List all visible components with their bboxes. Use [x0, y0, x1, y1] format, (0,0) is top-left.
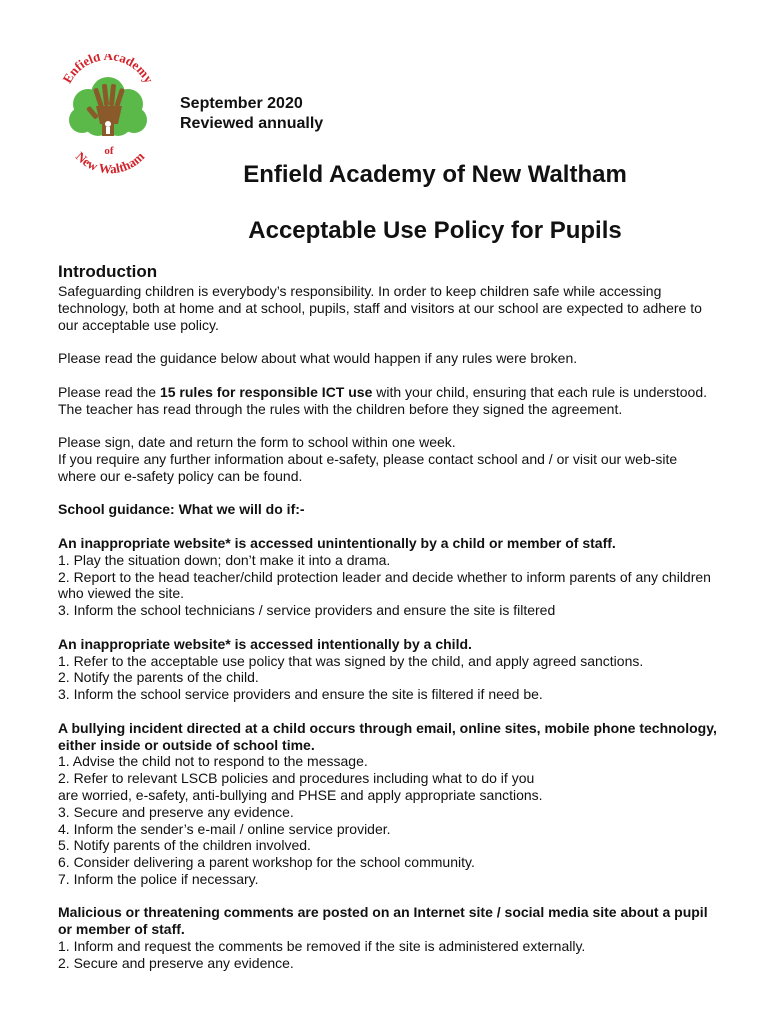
rules-pre: Please read the [58, 383, 160, 400]
step-item: 1. Inform and request the comments be removed if the site is administered externally. [58, 938, 586, 955]
logo-emblem [52, 54, 164, 178]
guidance-section [58, 535, 718, 619]
step-item: 4. Inform the sender’s e-mail / online service provider. [58, 820, 391, 837]
step-item: 1. Refer to the acceptable use policy that was signed by the child, and apply agreed sanctions. [58, 652, 644, 669]
intro-paragraph-1: Safeguarding children is everybody’s responsibility. In order to keep children safe while accessing technology, both at home and at school, pupils, staff and visitors at our school are expected to adhere to our acceptable use policy. [58, 283, 702, 333]
step-item: 2. Notify the parents of the child. [58, 669, 259, 686]
policy-title: Acceptable Use Policy for Pupils [248, 217, 622, 244]
section-heading: A bullying incident directed at a child occurs through email, online sites, mobile phone technology, either inside or outside of school time. [58, 719, 717, 753]
step-item: 1. Advise the child not to respond to the message. [58, 753, 368, 770]
section-heading: An inappropriate website* is accessed intentionally by a child. [58, 635, 472, 652]
guidance-section [58, 720, 718, 888]
step-item: 2. Refer to relevant LSCB policies and procedures including what to do if you [58, 770, 535, 787]
step-item: are worried, e-safety, anti-bullying and PHSE and apply appropriate sanctions. [58, 786, 543, 803]
guidance-heading: School guidance: What we will do if:- [58, 501, 305, 518]
intro-heading: Introduction [58, 262, 158, 281]
logo-of: of [104, 145, 114, 157]
step-item: 3. Inform the school technicians / service providers and ensure the site is filtered [58, 602, 556, 619]
intro-paragraph-4: Please sign, date and return the form to school within one week. [58, 434, 456, 451]
document-body [58, 262, 718, 972]
date-line: September 2020 [180, 95, 303, 112]
step-item: 2. Secure and preserve any evidence. [58, 954, 294, 971]
guidance-section [58, 904, 718, 971]
school-logo [52, 54, 164, 178]
step-item: 1. Play the situation down; don’t make it into a drama. [58, 551, 391, 568]
step-item: 3. Inform the school service providers and ensure the site is filtered if need be. [58, 686, 543, 703]
logo-name-top: Enfield Academy [59, 54, 157, 86]
review-line: Reviewed annually [180, 115, 324, 132]
step-item: 5. Notify parents of the children involved. [58, 837, 311, 854]
section-heading: Malicious or threatening comments are posted on an Internet site / social media site about a pupil or member of staff. [58, 904, 708, 938]
step-item: 6. Consider delivering a parent workshop for the school community. [58, 854, 475, 871]
rules-post: with your child, ensuring that each rule is understood. The teacher has read through the rules with the children before they signed the agreement. [58, 383, 708, 417]
intro-paragraph-3 [58, 384, 718, 418]
rules-count: 15 rules for responsible ICT use [159, 383, 373, 400]
step-item: 7. Inform the police if necessary. [58, 870, 259, 887]
school-title: Enfield Academy of New Waltham [243, 161, 627, 188]
logo-name-bottom: New Waltham [72, 148, 148, 177]
step-item: 3. Secure and preserve any evidence. [58, 803, 294, 820]
step-item: 2. Report to the head teacher/child protection leader and decide whether to inform parents of any children who viewed the site. [58, 568, 711, 602]
guidance-section [58, 636, 718, 703]
section-heading: An inappropriate website* is accessed unintentionally by a child or member of staff. [58, 534, 616, 551]
intro-paragraph-2: Please read the guidance below about what would happen if any rules were broken. [58, 350, 578, 367]
intro-paragraph-5: If you require any further information about e-safety, please contact school and / or visit our web-site where our e-safety policy can be found. [58, 450, 678, 484]
header-dates [180, 94, 323, 134]
